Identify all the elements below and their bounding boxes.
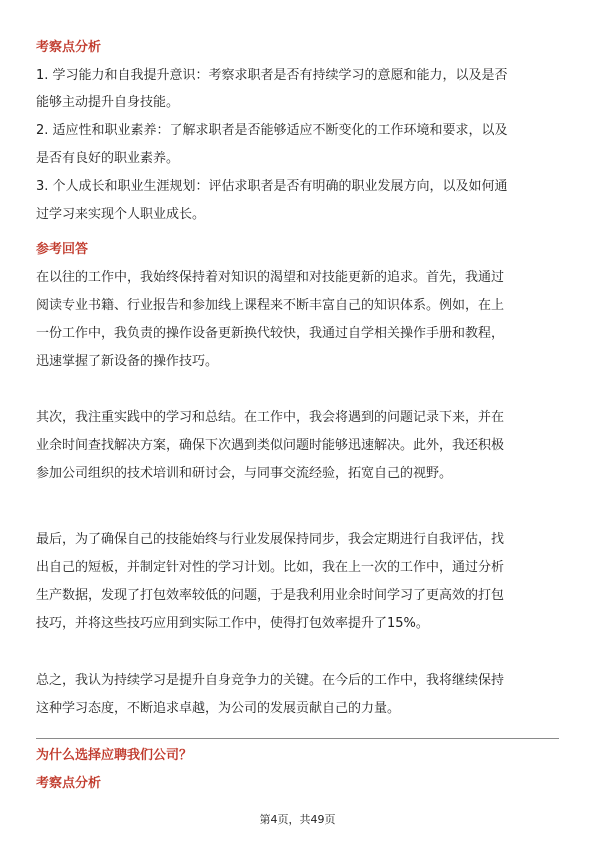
analysis-item-1-line-2: 能够主动提升自身技能。 [36, 95, 180, 110]
analysis-heading: 考察点分析 [36, 40, 102, 55]
answer-p4-line-2: 这种学习态度，不断追求卓越，为公司的发展贡献自己的力量。 [36, 701, 401, 716]
next-question-heading: 为什么选择应聘我们公司？ [36, 748, 193, 763]
answer-p2-line-1: 其次，我注重实践中的学习和总结。在工作中，我会将遇到的问题记录下来，并在 [36, 410, 505, 425]
answer-p1-line-4: 迅速掌握了新设备的操作技巧。 [36, 354, 219, 369]
analysis-item-3-line-2: 过学习来实现个人职业成长。 [36, 207, 206, 222]
answer-p3-line-3: 生产数据，发现了打包效率较低的问题，于是我利用业余时间学习了更高效的打包 [36, 588, 505, 603]
answer-p3-line-4: 技巧，并将这些技巧应用到实际工作中，使得打包效率提升了15%。 [36, 616, 429, 631]
answer-p1-line-1: 在以往的工作中，我始终保持着对知识的渴望和对技能更新的追求。首先，我通过 [36, 270, 505, 285]
answer-p2-line-2: 业余时间查找解决方案，确保下次遇到类似问题时能够迅速解决。此外，我还积极 [36, 438, 505, 453]
page-number-footer: 第4页，共49页 [259, 813, 336, 826]
analysis-item-2-line-1: 2. 适应性和职业素养：了解求职者是否能够适应不断变化的工作环境和要求，以及 [36, 123, 508, 138]
section-divider [36, 738, 559, 739]
answer-p2-line-3: 参加公司组织的技术培训和研讨会，与同事交流经验，拓宽自己的视野。 [36, 466, 453, 481]
analysis-item-3-line-1: 3. 个人成长和职业生涯规划：评估求职者是否有明确的职业发展方向，以及如何通 [36, 179, 508, 194]
answer-p3-line-2: 出自己的短板，并制定针对性的学习计划。比如，我在上一次的工作中，通过分析 [36, 560, 505, 575]
answer-p1-line-3: 一份工作中，我负责的操作设备更新换代较快，我通过自学相关操作手册和教程， [36, 326, 505, 341]
analysis-item-2-line-2: 是否有良好的职业素养。 [36, 151, 180, 166]
answer-heading: 参考回答 [36, 242, 89, 257]
next-analysis-heading: 考察点分析 [36, 776, 102, 791]
answer-p3-line-1: 最后，为了确保自己的技能始终与行业发展保持同步，我会定期进行自我评估，找 [36, 532, 505, 547]
answer-p1-line-2: 阅读专业书籍、行业报告和参加线上课程来不断丰富自己的知识体系。例如，在上 [36, 298, 505, 313]
answer-p4-line-1: 总之，我认为持续学习是提升自身竞争力的关键。在今后的工作中，我将继续保持 [36, 673, 505, 688]
analysis-item-1-line-1: 1. 学习能力和自我提升意识：考察求职者是否有持续学习的意愿和能力，以及是否 [36, 68, 508, 83]
